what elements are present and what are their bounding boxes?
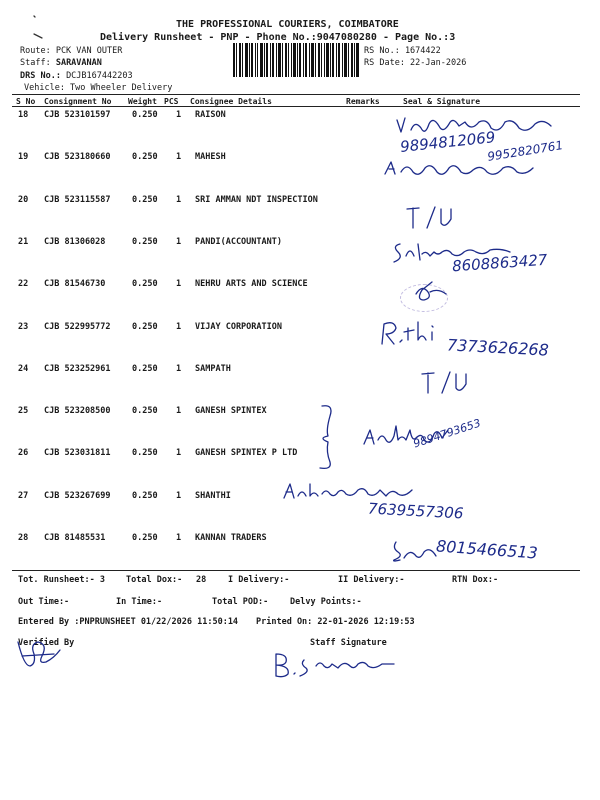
handwritten-phone-23: 7373626268 [446, 335, 550, 360]
row-consignee: KANNAN TRADERS [195, 533, 267, 543]
row-consignment: CJB 523208500 [44, 406, 111, 416]
row-consignment: CJB 523180660 [44, 152, 111, 162]
row-weight: 0.250 [132, 406, 158, 416]
drs-number [20, 71, 133, 81]
row-sno: 25 [18, 406, 29, 416]
row-weight: 0.250 [132, 533, 158, 543]
row-pcs: 1 [176, 237, 182, 247]
col-seal-signature: Seal & Signature [403, 97, 481, 106]
row-consignee: GANESH SPINTEX P LTD [195, 448, 298, 458]
in-time: In Time:- [116, 597, 163, 607]
staff [20, 58, 102, 68]
row-weight: 0.250 [132, 322, 158, 332]
vehicle: Vehicle: Two Wheeler Delivery [24, 83, 173, 93]
out-time: Out Time:- [18, 597, 70, 607]
row-sno: 18 [18, 110, 29, 120]
row-sno: 27 [18, 491, 29, 501]
handwritten-mark-24 [520, 370, 522, 371]
printed-on: Printed On: 22-01-2026 12:19:53 [256, 617, 415, 627]
col-consignment: Consignment No [44, 97, 112, 106]
handwritten-mark-20 [510, 205, 512, 206]
row-consignee: VIJAY CORPORATION [195, 322, 282, 332]
table-row [0, 279, 600, 291]
row-consignee: PANDI(ACCOUNTANT) [195, 237, 282, 247]
handwritten-phone-18: 9894812069 [399, 128, 497, 156]
row-pcs: 1 [176, 448, 182, 458]
row-pcs: 1 [176, 279, 182, 289]
col-sno: S No [16, 97, 36, 106]
signature-row-22 [412, 280, 452, 302]
row-consignment: CJB 81546730 [44, 279, 106, 289]
staff-label: Staff: [20, 58, 56, 68]
row-consignment: CJB 81306028 [44, 237, 106, 247]
verifier-signature [14, 636, 64, 672]
row-weight: 0.250 [132, 195, 158, 205]
row-sno: 21 [18, 237, 29, 247]
rs-number: RS No.: 1674422 [364, 46, 441, 56]
row-consignee: MAHESH [195, 152, 226, 162]
row-sno: 19 [18, 152, 29, 162]
table-row [0, 406, 600, 418]
row-consignment: CJB 523101597 [44, 110, 111, 120]
i-delivery: I Delivery:- [228, 575, 290, 585]
row-pcs: 1 [176, 406, 182, 416]
staff-signature-label: Staff Signature [310, 638, 387, 648]
header-top-rule [12, 94, 580, 95]
row-consignee: SAMPATH [195, 364, 231, 374]
delvy-points: Delvy Points:- [290, 597, 362, 607]
row-sno: 28 [18, 533, 29, 543]
row-pcs: 1 [176, 364, 182, 374]
signature-row-20 [405, 205, 455, 230]
row-pcs: 1 [176, 533, 182, 543]
row-pcs: 1 [176, 152, 182, 162]
handwritten-phone-21: 8608863427 [451, 250, 548, 276]
row-pcs: 1 [176, 491, 182, 501]
drs-label: DRS No.: [20, 71, 67, 81]
table-row [0, 448, 600, 460]
signature-row-23 [378, 318, 458, 348]
row-sno: 24 [18, 364, 29, 374]
row-weight: 0.250 [132, 364, 158, 374]
row-consignment: CJB 522995772 [44, 322, 111, 332]
col-consignee: Consignee Details [190, 97, 272, 106]
row-pcs: 1 [176, 195, 182, 205]
row-consignment: CJB 523031811 [44, 448, 111, 458]
col-remarks: Remarks [346, 97, 380, 106]
row-pcs: 1 [176, 110, 182, 120]
row-weight: 0.250 [132, 152, 158, 162]
table-row [0, 322, 600, 334]
row-consignment: CJB 523252961 [44, 364, 111, 374]
route: Route: PCK VAN OUTER [20, 46, 123, 56]
entered-by: Entered By :PNPRUNSHEET 01/22/2026 11:50:14 [18, 617, 239, 627]
handwritten-phone-28: 8015466513 [435, 536, 539, 563]
signature-row-24 [420, 370, 470, 395]
company-name: THE PROFESSIONAL COURIERS, COIMBATORE [176, 19, 399, 30]
staff-value: SARAVANAN [55, 58, 102, 68]
row-consignee: NEHRU ARTS AND SCIENCE [195, 279, 308, 289]
row-consignment: CJB 523267699 [44, 491, 111, 501]
tot-runsheet: Tot. Runsheet:- 3 [18, 575, 105, 585]
verified-by-label: Verified By [18, 638, 75, 648]
signature-row-27 [280, 478, 420, 504]
row-weight: 0.250 [132, 448, 158, 458]
stray-mark [30, 14, 44, 40]
row-consignee: GANESH SPINTEX [195, 406, 267, 416]
signature-row-28 [390, 538, 440, 564]
row-pcs: 1 [176, 322, 182, 332]
staff-signature [270, 650, 400, 680]
row-weight: 0.250 [132, 491, 158, 501]
footer-rule [12, 570, 580, 571]
row-sno: 20 [18, 195, 29, 205]
row-weight: 0.250 [132, 279, 158, 289]
runsheet-subtitle: Delivery Runsheet - PNP - Phone No.:9047080280 - Page No.:3 [100, 32, 456, 43]
row-consignee: SHANTHI [195, 491, 231, 501]
row-consignment: CJB 523115587 [44, 195, 111, 205]
barcode [233, 43, 359, 77]
col-weight: Weight [128, 97, 157, 106]
header-bottom-rule [12, 106, 580, 107]
row-weight: 0.250 [132, 237, 158, 247]
rs-date: RS Date: 22-Jan-2026 [364, 58, 467, 68]
row-consignee: RAISON [195, 110, 226, 120]
total-dox-value: 28 [196, 575, 207, 585]
row-consignee: SRI AMMAN NDT INSPECTION [195, 195, 318, 205]
drs-value: DCJB167442203 [66, 71, 133, 81]
ii-delivery: II Delivery:- [338, 575, 405, 585]
signature-row-19 [383, 158, 543, 180]
row-weight: 0.250 [132, 110, 158, 120]
table-row [0, 364, 600, 376]
total-pod: Total POD:- [212, 597, 269, 607]
rtn-dox: RTN Dox:- [452, 575, 499, 585]
col-pcs: PCS [164, 97, 179, 106]
row-sno: 22 [18, 279, 29, 289]
handwritten-phone-27: 7639557306 [367, 499, 464, 523]
row-sno: 23 [18, 322, 29, 332]
handwritten-phone-19: 9952820761 [486, 138, 564, 164]
handwritten-phone-25: 9894793653 [411, 416, 483, 451]
row-consignment: CJB 81485531 [44, 533, 106, 543]
total-dox-label: Total Dox:- [126, 575, 183, 585]
row-sno: 26 [18, 448, 29, 458]
